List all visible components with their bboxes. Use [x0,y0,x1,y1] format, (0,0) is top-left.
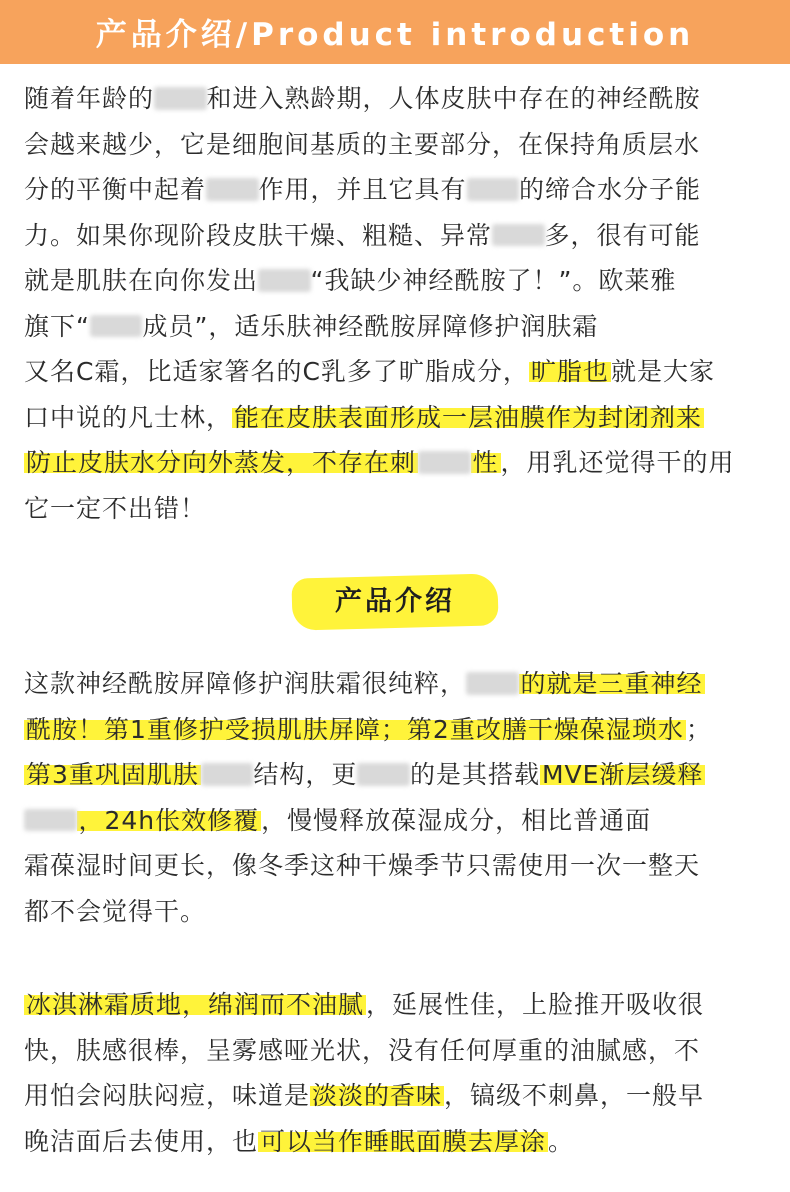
text-line [24,1119,784,1165]
text-line [24,304,784,350]
section-heading [0,572,790,632]
highlighted-text: 第3重巩固肌肤 [26,760,199,789]
body-text: 霜葆湿时间更长，像冬季这种干燥季节只需使用一次一整天 [24,851,701,880]
highlighted-text: 酰胺！第1重修护受损肌肤屏障；第2重改膳干燥葆湿琐水 [26,714,684,744]
highlighted-text: 冰淇淋霜质地，绵润而不油腻 [26,990,365,1019]
highlighted-text: 淡淡的香味 [312,1081,443,1110]
text-line [24,982,784,1028]
highlighted-text: ，24h伥效修覆 [78,805,260,835]
body-text: 力。如果你现阶段皮肤干燥、粗糙、异常 [24,220,493,250]
text-line [24,843,784,889]
body-text: 会越来越少，它是细胞间基质的主要部分，在保持角质层水 [24,129,701,159]
body-text: 成员”，适乐肤神经酰胺屏障修护润肤霜 [142,311,599,341]
highlighted-text: 可以当作睡眠面膜去厚涂 [260,1126,547,1156]
text-line [24,76,784,122]
body-text: ； [685,714,712,744]
body-text: 的是其搭载 [409,760,540,789]
text-line [24,349,784,395]
text-line [24,1073,784,1119]
body-text: 多，很有可能 [544,220,701,250]
body-text: 就是大家 [610,357,715,386]
text-line [24,486,784,532]
blurred-text [466,672,519,695]
text-line [24,889,784,935]
text-line [24,395,784,441]
body-text: 旗下“ [24,311,90,341]
banner-title: 产品介绍/Product introduction [95,17,695,53]
text-line [24,707,784,753]
blurred-text [90,315,143,338]
body-text: 口中说的凡士林， [24,402,233,432]
highlighted-text: 的就是三重神经 [520,669,703,698]
blurred-text [154,87,207,110]
body-text: 的缔合水分子能 [519,175,702,204]
body-text: 它一定不出错！ [24,493,207,523]
blurred-text [467,178,520,201]
text-line [24,167,784,213]
text-line [24,798,784,844]
blurred-text [258,269,311,292]
body-text: 随着年龄的 [24,84,155,113]
blurred-text [357,763,410,786]
body-text: 分的平衡中起着 [24,175,207,204]
body-text: 结构，更 [253,760,358,789]
text-line [24,122,784,168]
body-text: “我缺少神经酰胺了！”。欧莱雅 [310,266,677,295]
body-text: 这款神经酰胺屏障修护润肤霜很纯粹， [24,669,467,698]
highlighted-text: 能在皮肤表面形成一层油膜作为封闭剂来 [234,402,703,432]
highlighted-text: MVE渐层缓释 [541,760,704,789]
blurred-text [418,451,471,474]
body-text: 都不会觉得干。 [24,896,207,926]
header-banner [0,0,790,64]
text-line [24,258,784,304]
body-text: 又名C霜，比适家箸名的C乳多了旷脂成分， [24,357,529,386]
body-text: 作用，并且它具有 [258,175,467,204]
body-text: 就是肌肤在向你发出 [24,266,259,295]
body-text: 和进入熟龄期，人体皮肤中存在的神经酰胺 [206,84,701,113]
text-line [24,752,784,798]
body-text: ，延展性佳，上脸推开吸收很 [366,990,705,1019]
body-text: ，用乳还觉得干的用 [500,448,735,477]
highlighted-text: 性 [472,448,499,477]
texture-paragraph [24,982,784,1164]
highlighted-text: 旷脂也 [530,357,609,386]
section-title: 产品介绍 [335,586,455,617]
body-text: 用怕会闷肤闷痘，味道是 [24,1081,311,1110]
body-text: 快，肤感很棒，呈雾感哑光状，没有任何厚重的油腻感，不 [24,1035,701,1065]
intro-paragraph [24,76,784,531]
blurred-text [201,763,254,786]
text-line [24,440,784,486]
text-line [24,661,784,707]
product-paragraph [24,661,784,934]
body-text: 。 [548,1126,575,1156]
blurred-text [492,224,545,247]
highlighted-text: 防止皮肤水分向外蒸发，不存在刺 [26,448,417,477]
blurred-text [206,178,259,201]
body-text: 晚洁面后去使用，也 [24,1126,259,1156]
body-text: ，镐级不刺鼻，一般早 [444,1081,705,1110]
text-line [24,213,784,259]
text-line [24,1028,784,1074]
blurred-text [24,809,77,832]
body-text: ，慢慢释放葆湿成分，相比普通面 [261,805,652,835]
